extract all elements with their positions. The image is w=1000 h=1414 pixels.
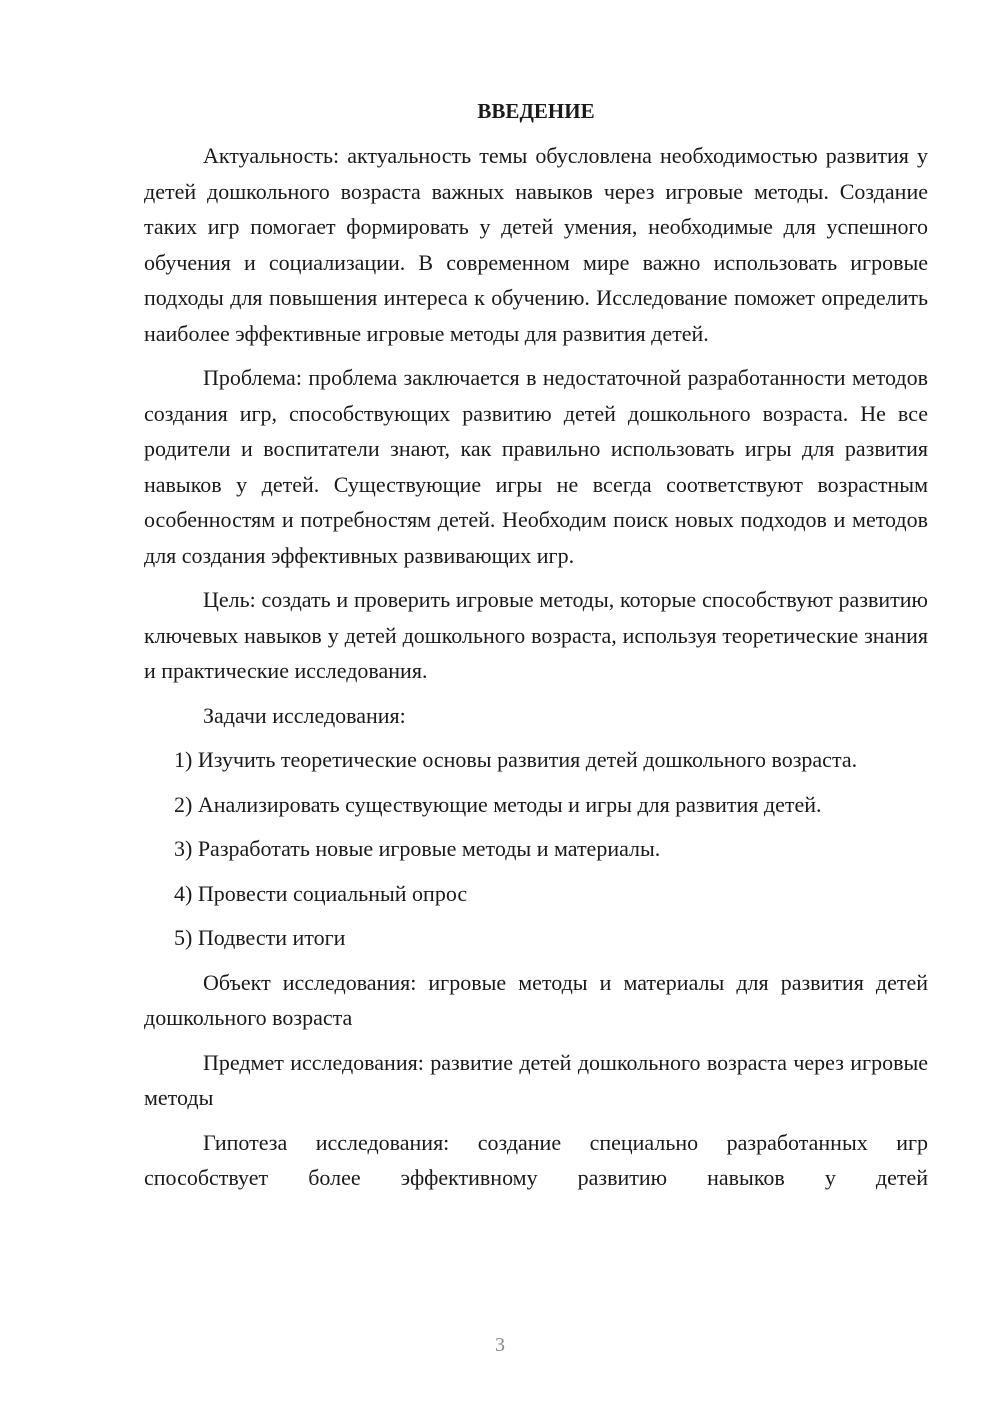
subject-paragraph: Предмет исследования: развитие детей дошкольного возраста через игровые методы <box>144 1049 928 1110</box>
object-paragraph: Объект исследования: игровые методы и материалы для развития детей дошкольного возраста <box>144 969 928 1030</box>
page-content <box>144 96 928 1205</box>
task-item: 5) Подвести итоги <box>174 925 346 950</box>
task-item: 4) Провести социальный опрос <box>174 880 468 906</box>
problem-paragraph: Проблема: проблема заключается в недостаточной разработанности методов создания игр, способствующих развитию детей дошкольного возраста. Не все родители и воспитатели знают, как правильно использовать игры для развития навыков у детей. Существующие игры не всегда соответствуют возрастным особенностям и потребностям детей. Необходим поиск новых подходов и методов для создания эффективных развивающих игр. <box>144 365 928 568</box>
relevance-paragraph: Актуальность: актуальность темы обусловлена необходимостью развития у детей дошкольного возраста важных навыков через игровые методы. Создание таких игр помогает формировать у детей умения, необходимые для успешного обучения и социализации. В современном мире важно использовать игровые подходы для повышения интереса к обучению. Исследование поможет определить наиболее эффективные игровые методы для развития детей. <box>144 143 928 346</box>
task-item: 3) Разработать новые игровые методы и материалы. <box>174 836 661 861</box>
task-item: 2) Анализировать существующие методы и игры для развития детей. <box>174 791 822 817</box>
hypothesis-paragraph: Гипотеза исследования: создание специально разработанных игр способствует более эффективному развитию навыков у детей <box>144 1129 928 1190</box>
goal-paragraph: Цель: создать и проверить игровые методы, которые способствуют развитию ключевых навыков у детей дошкольного возраста, используя теоретические знания и практические исследования. <box>144 587 928 683</box>
page-title: ВВЕДЕНИЕ <box>477 99 595 123</box>
tasks-heading: Задачи исследования: <box>203 702 406 728</box>
task-item: 1) Изучить теоретические основы развития детей дошкольного возраста. <box>174 747 858 772</box>
page-number: 3 <box>495 1334 505 1356</box>
